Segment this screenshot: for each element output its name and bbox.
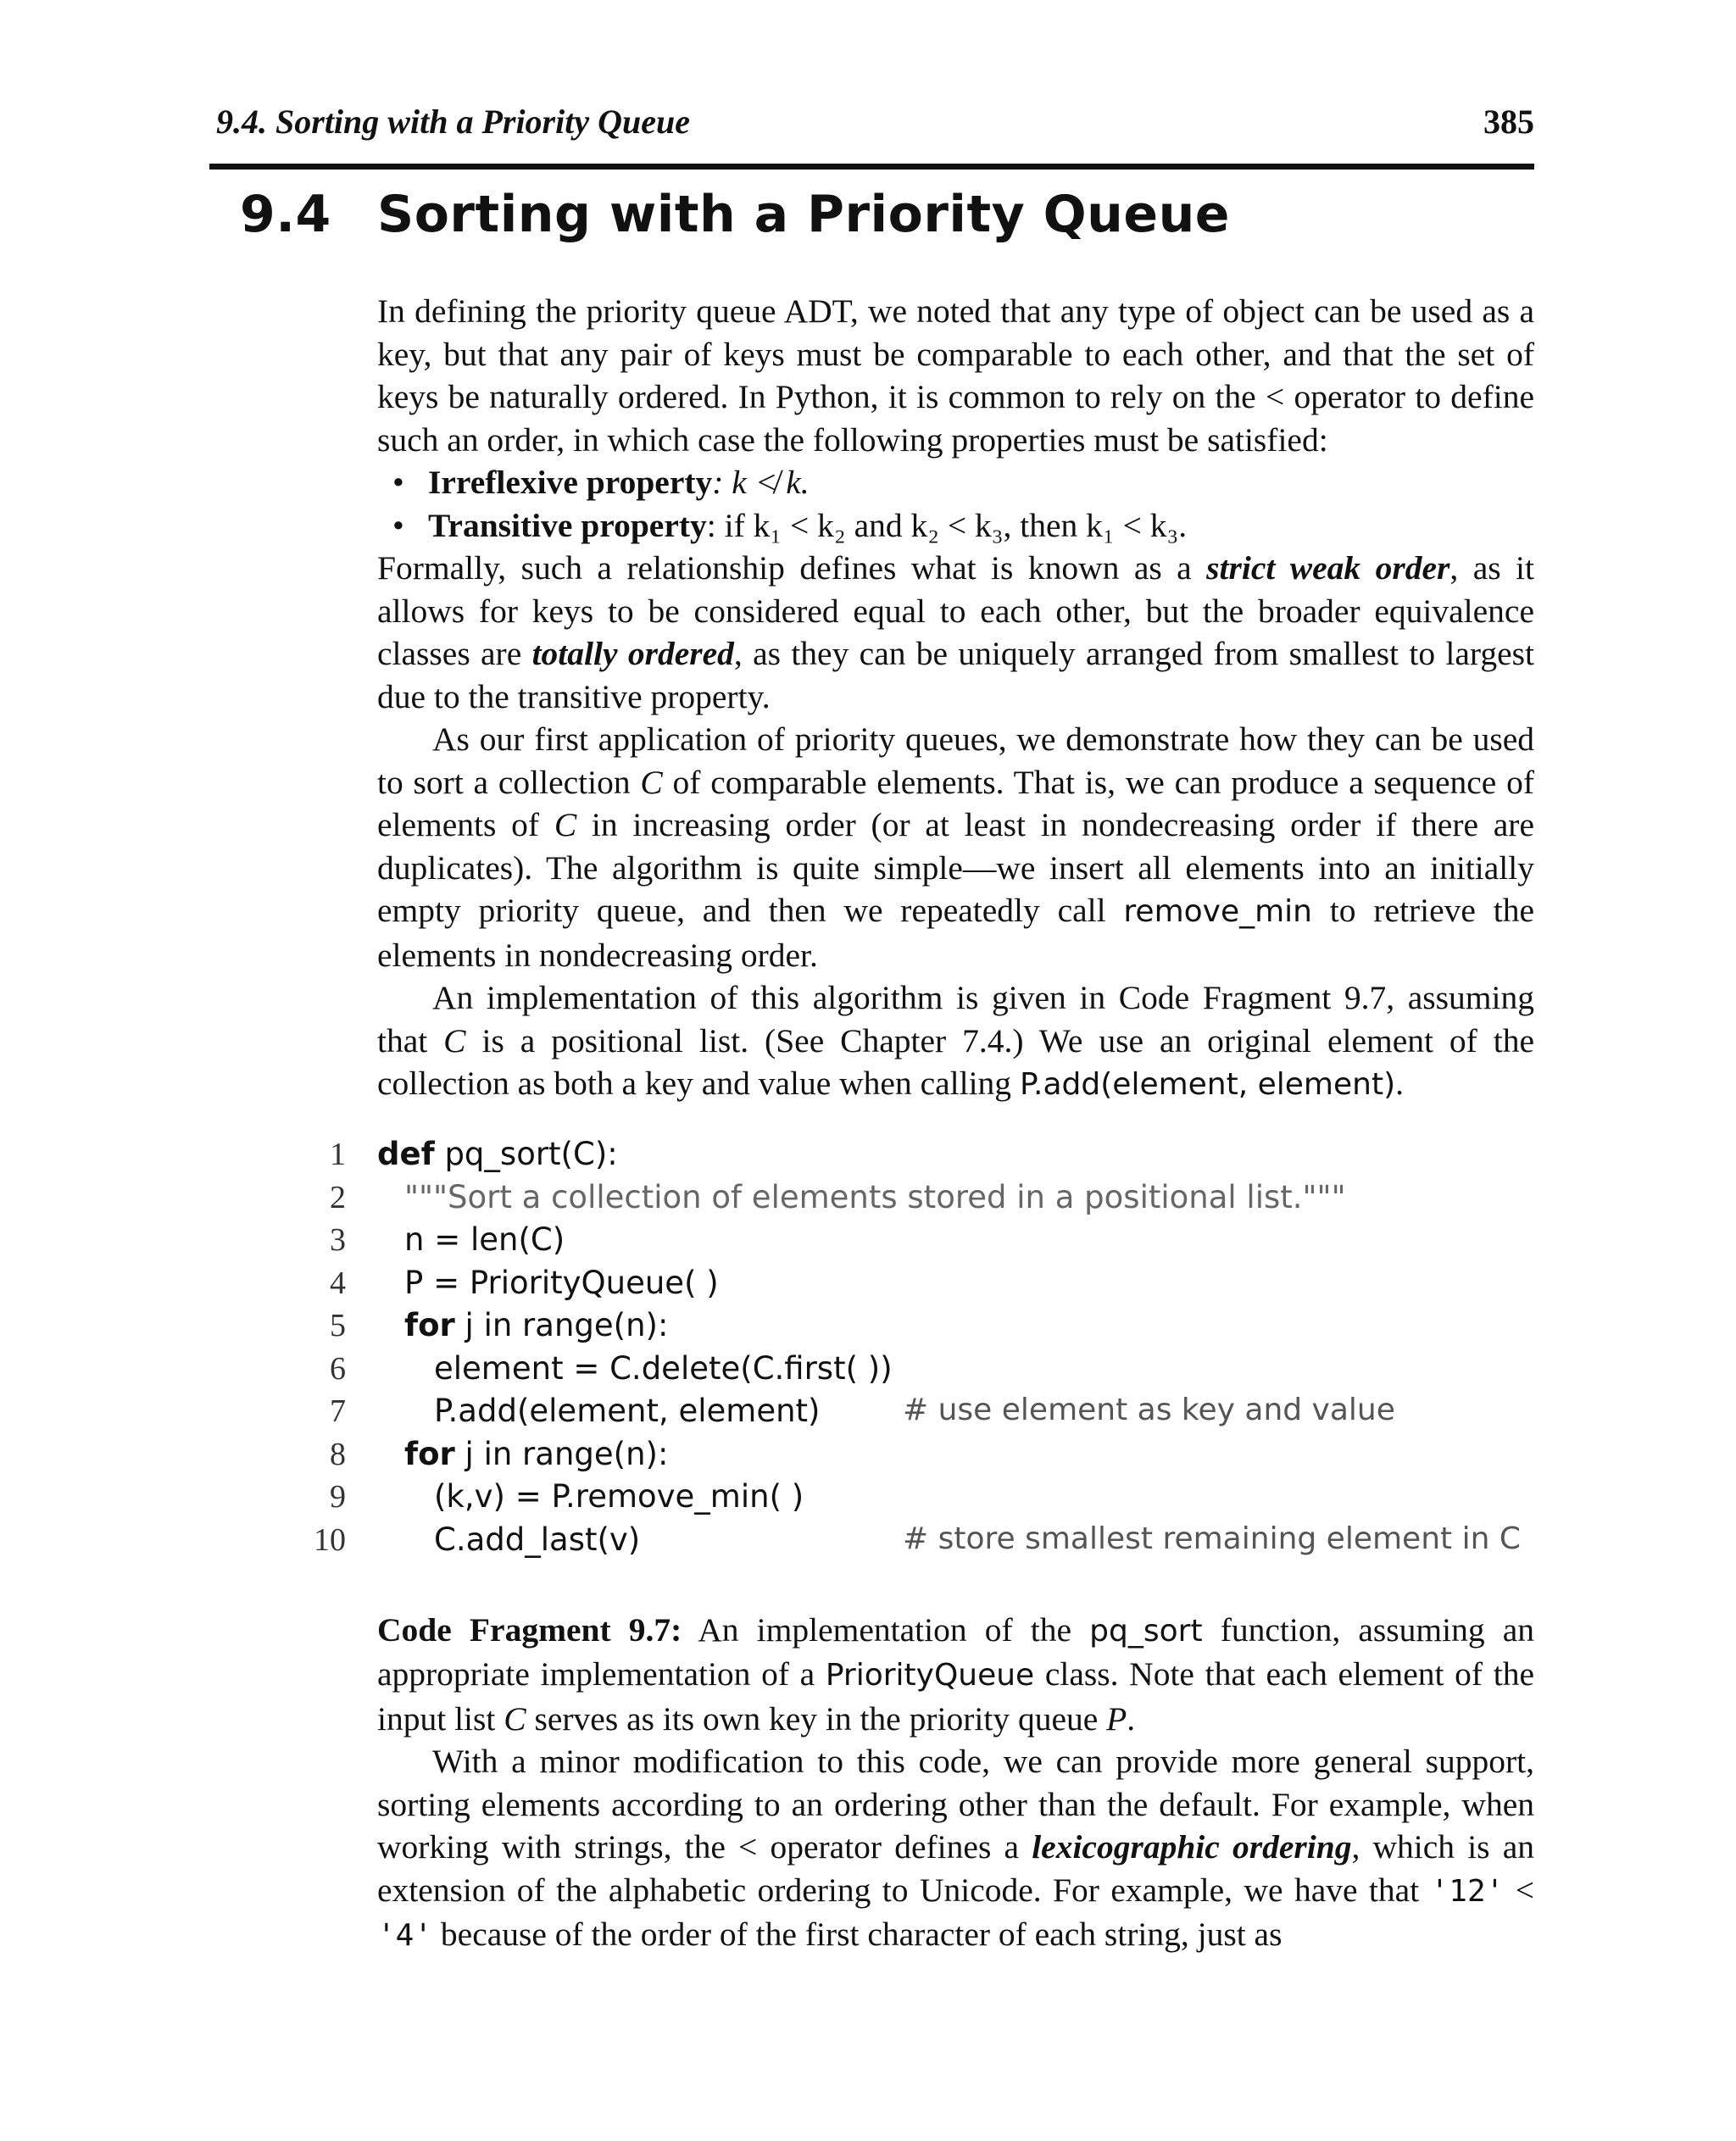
- inline-code: '4': [377, 1918, 433, 1953]
- paragraph-5: With a minor modification to this code, we can provide more general support, sorting elements according to an ordering other than the default. For example, when working with strings, the < operator defines a lexicographic ordering, which is an extension of the alphabetic ordering to Unicode. For example, we have that '12' < '4' because of the order of the first character of each string, just as: [377, 1743, 1535, 1953]
- line-number: 2: [330, 1179, 346, 1215]
- line-number: 8: [330, 1436, 346, 1472]
- code-comment: # use element as key and value: [903, 1393, 1395, 1427]
- page-number: 385: [1483, 103, 1534, 141]
- term-lexicographic-ordering: lexicographic ordering: [1032, 1828, 1352, 1866]
- caption-label: Code Fragment 9.7:: [377, 1610, 682, 1649]
- code-line: 8 for j in range(n):: [288, 1436, 1534, 1479]
- code-line: 7 P.add(element, element) # use element as key and value: [288, 1393, 1534, 1436]
- line-number: 1: [330, 1137, 346, 1172]
- section-title: Sorting with a Priority Queue: [377, 185, 1230, 244]
- list-item: [392, 504, 1534, 548]
- header-rule: [209, 164, 1534, 170]
- code-line: 9 (k,v) = P.remove_min( ): [288, 1478, 1534, 1521]
- list-item: [392, 461, 1534, 504]
- line-number: 6: [330, 1350, 346, 1387]
- docstring: """Sort a collection of elements stored in a positional list.""": [404, 1178, 1346, 1215]
- term-strict-weak-order: strict weak order: [1206, 549, 1450, 587]
- line-number: 3: [330, 1222, 346, 1258]
- intro-text: [377, 290, 1534, 1107]
- paragraph-2: Formally, such a relationship defines what is known as a strict weak order, as it allows for keys to be considered equal to each other, but the broader equivalence classes are totally ordered, as they can be uniquely arranged from smallest to largest due to the transitive property.: [377, 549, 1535, 715]
- code-line: 4 P = PriorityQueue( ): [288, 1265, 1534, 1308]
- inline-code: PriorityQueue: [825, 1658, 1035, 1693]
- property-text: : if k₁ < k₂ and k₂ < k₃, then k₁ < k₃.: [706, 506, 1188, 544]
- code-comment: # store smallest remaining element in C: [903, 1521, 1521, 1556]
- bullet-icon: •: [392, 464, 404, 501]
- line-number: 7: [330, 1393, 346, 1429]
- code-line: [288, 1179, 1534, 1222]
- code-line: 10 C.add_last(v) # store smallest remaining element in C: [288, 1521, 1534, 1565]
- running-head-section: 9.4. Sorting with a Priority Queue: [216, 103, 690, 141]
- after-text: [377, 1740, 1534, 1958]
- term-totally-ordered: totally ordered: [531, 635, 734, 672]
- inline-code: '12': [1430, 1873, 1505, 1909]
- code-line: 1 def pq_sort(C):: [288, 1136, 1534, 1179]
- running-head: [216, 102, 1534, 153]
- line-number: 5: [330, 1308, 346, 1343]
- line-number: 10: [314, 1521, 346, 1558]
- code-line: 6 element = C.delete(C.first( )): [288, 1350, 1534, 1393]
- paragraph-4: An implementation of this algorithm is given in Code Fragment 9.7, assuming that C is a positional list. (See Chapter 7.4.) We use an original element of the collection as both a key and value when calling P.add(element, element).: [377, 979, 1535, 1102]
- code-caption: Code Fragment 9.7: An implementation of the pq_sort function, assuming an appropriate implementation of a PriorityQueue class. Note that each element of the input list C serves as its own key in the priority queue P.: [377, 1610, 1534, 1738]
- bullet-icon: •: [392, 506, 404, 544]
- property-label: Transitive property: [428, 506, 707, 544]
- property-text: : k ≮ k.: [712, 464, 810, 501]
- line-number: 9: [330, 1479, 346, 1515]
- paragraph-1: In defining the priority queue ADT, we noted that any type of object can be used as a key, but that any pair of keys must be comparable to each other, and that the set of keys be naturally ordered. In Python, it is common to rely on the < operator to define such an order, in which case the following properties must be satisfied:: [377, 292, 1534, 459]
- inline-code: pq_sort: [1089, 1613, 1203, 1649]
- code-line: 5 for j in range(n):: [288, 1307, 1534, 1350]
- paragraph-3: As our first application of priority queues, we demonstrate how they can be used to sort a collection C of comparable elements. That is, we can produce a sequence of elements of C in increasing order (or at least in nondecreasing order if there are duplicates). The algorithm is quite simple—we insert all elements into an initially empty priority queue, and then we repeatedly call remove_min to retrieve the elements in nondecreasing order.: [377, 720, 1534, 974]
- code-line: 3 n = len(C): [288, 1221, 1534, 1265]
- line-number: 4: [330, 1265, 346, 1301]
- inline-code: P.add(element, element): [1019, 1067, 1396, 1102]
- property-label: Irreflexive property: [428, 464, 713, 501]
- section-number: 9.4: [240, 185, 331, 244]
- property-list: [377, 461, 1534, 547]
- code-fragment: [288, 1136, 1534, 1564]
- inline-code: remove_min: [1123, 894, 1312, 929]
